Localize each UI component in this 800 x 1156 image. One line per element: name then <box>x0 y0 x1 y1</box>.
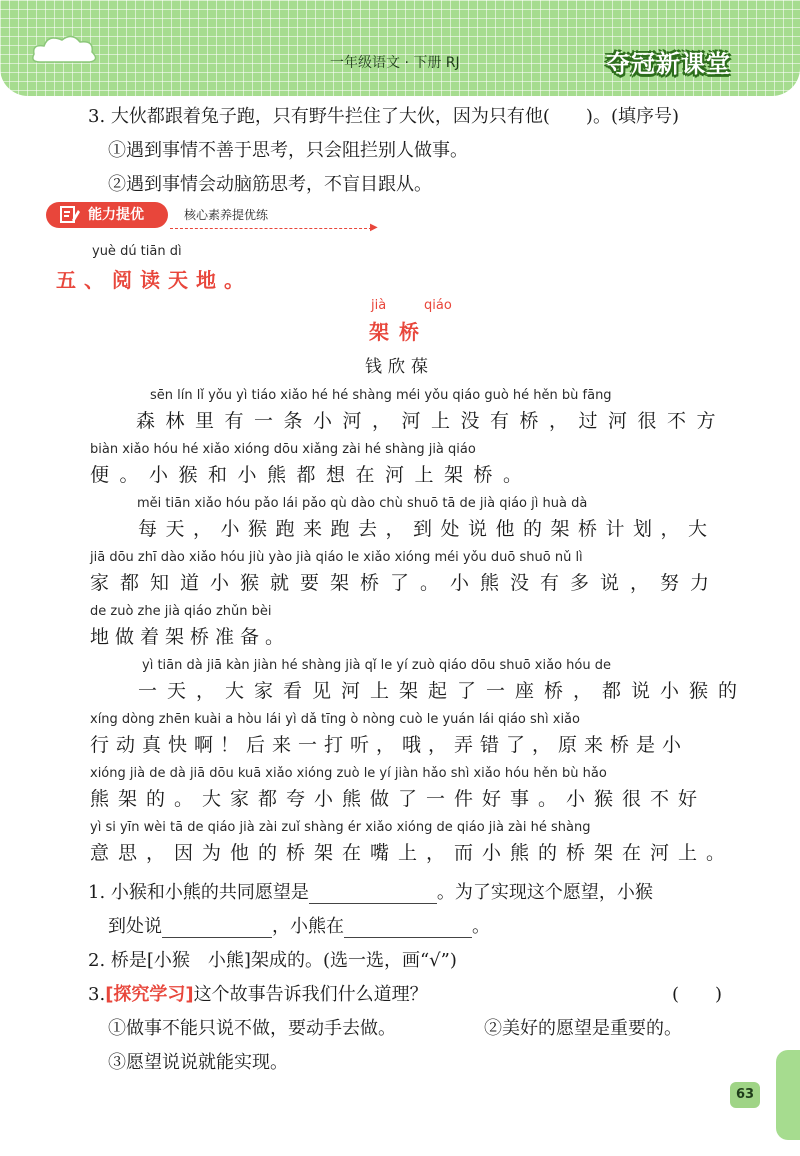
q3-option-2: ②美好的愿望是重要的。 <box>484 1018 682 1039</box>
header-title: 一年级语文 · 下册 RJ <box>330 55 460 71</box>
pencil-note-icon <box>60 206 80 224</box>
q3-option-1: ①做事不能只说不做，要动手去做。 <box>108 1018 396 1039</box>
story-line-5-text: 地做着架桥准备。 <box>90 626 291 648</box>
q1-answer-blank-2[interactable] <box>162 917 272 938</box>
ability-subtitle: 核心素养提优练 <box>184 208 269 222</box>
section5-pinyin: yuè dú tiān dì <box>92 244 182 259</box>
story-line-2-pinyin: biàn xiǎo hóu hé xiǎo xióng dōu xiǎng zài hé shàng jià qiáo <box>90 442 476 457</box>
ability-badge <box>46 202 168 228</box>
story-line-2-text: 便。小猴和小熊都想在河上架桥。 <box>90 464 533 486</box>
story-line-9-pinyin: yì si yīn wèi tā de qiáo jià zài zuǐ shàng ér xiǎo xióng de qiáo jià zài hé shàng <box>90 820 591 835</box>
section5-title: 五、阅读天地。 <box>56 268 252 292</box>
q3-top-option-2: ②遇到事情会动脑筋思考，不盲目跟从。 <box>108 174 432 195</box>
story-title-pinyin-2: qiáo <box>424 298 452 313</box>
story-line-1-text: 森林里有一条小河，河上没有桥，过河很不方 <box>136 410 727 432</box>
page-header <box>0 0 800 96</box>
q3-top-option-1: ①遇到事情不善于思考，只会阻拦别人做事。 <box>108 140 468 161</box>
question-1-line-1 <box>88 878 653 904</box>
story-line-4-pinyin: jiā dōu zhī dào xiǎo hóu jiù yào jià qiáo le xiǎo xióng méi yǒu duō shuō nǔ lì <box>90 550 583 565</box>
story-line-8-pinyin: xióng jià de dà jiā dōu kuā xiǎo xióng zuò le yí jiàn hǎo shì xiǎo hóu hěn bù hǎo <box>90 766 607 781</box>
story-line-6-pinyin: yì tiān dà jiā kàn jiàn hé shàng jià qǐ le yí zuò qiáo dōu shuō xiǎo hóu de <box>142 658 611 673</box>
q1-text-b: 。为了实现这个愿望，小猴 <box>436 882 653 903</box>
story-title-pinyin-1: jià <box>371 298 387 313</box>
story-line-1-pinyin: sēn lín lǐ yǒu yì tiáo xiǎo hé hé shàng méi yǒu qiáo guò hé hěn bù fāng <box>150 388 612 403</box>
ability-label: 能力提优 <box>88 207 144 223</box>
story-line-5-pinyin: de zuò zhe jià qiáo zhǔn bèi <box>90 604 272 619</box>
arrow-icon: ▶ <box>370 222 378 233</box>
q3-tag: [探究学习] <box>105 984 194 1005</box>
q3-top-question: 3. 大伙都跟着兔子跑，只有野牛拦住了大伙，因为只有他( )。(填序号) <box>88 106 679 127</box>
page-edge-tab <box>776 1050 800 1140</box>
story-line-3-text: 每天，小猴跑来跑去，到处说他的架桥计划，大 <box>138 518 716 540</box>
story-line-9-text: 意思，因为他的桥架在嘴上，而小熊的桥架在河上。 <box>90 842 735 864</box>
brand-logo: 夺冠新课堂 <box>606 50 731 78</box>
question-2: 2. 桥是[小猴 小熊]架成的。(选一选，画“√”) <box>88 950 457 971</box>
q1-text-e: 。 <box>472 916 490 937</box>
q1-text-c: 到处说 <box>108 916 162 937</box>
story-line-7-pinyin: xíng dòng zhēn kuài a hòu lái yì dǎ tīng ò nòng cuò le yuán lái qiáo shì xiǎo <box>90 712 580 727</box>
question-3 <box>88 980 428 1006</box>
story-line-4-text: 家都知道小猴就要架桥了。小熊没有多说，努力 <box>90 572 721 594</box>
story-line-3-pinyin: měi tiān xiǎo hóu pǎo lái pǎo qù dào chù shuō tā de jià qiáo jì huà dà <box>137 496 588 511</box>
q3-answer-paren[interactable]: ( ) <box>672 984 723 1005</box>
story-author: 钱欣葆 <box>365 357 434 377</box>
cloud-icon <box>30 32 100 66</box>
q1-text-d: ，小熊在 <box>272 916 344 937</box>
story-line-6-text: 一天，大家看见河上架起了一座桥，都说小猴的 <box>138 680 748 702</box>
dashed-divider <box>170 228 372 229</box>
q3-text: 这个故事告诉我们什么道理？ <box>193 984 428 1005</box>
q3-option-3: ③愿望说说就能实现。 <box>108 1052 288 1073</box>
q1-text-a: 1. 小猴和小熊的共同愿望是 <box>88 882 309 903</box>
page-number: 63 <box>730 1082 760 1108</box>
q3-number: 3. <box>88 984 106 1005</box>
story-line-7-text: 行动真快啊！后来一打听，哦，弄错了，原来桥是小 <box>90 734 689 756</box>
q1-answer-blank-3[interactable] <box>344 917 472 938</box>
story-title: 架桥 <box>369 320 429 344</box>
question-1-line-2 <box>108 912 490 938</box>
q1-answer-blank-1[interactable] <box>309 883 437 904</box>
story-line-8-text: 熊架的。大家都夸小熊做了一件好事。小猴很不好 <box>90 788 707 810</box>
